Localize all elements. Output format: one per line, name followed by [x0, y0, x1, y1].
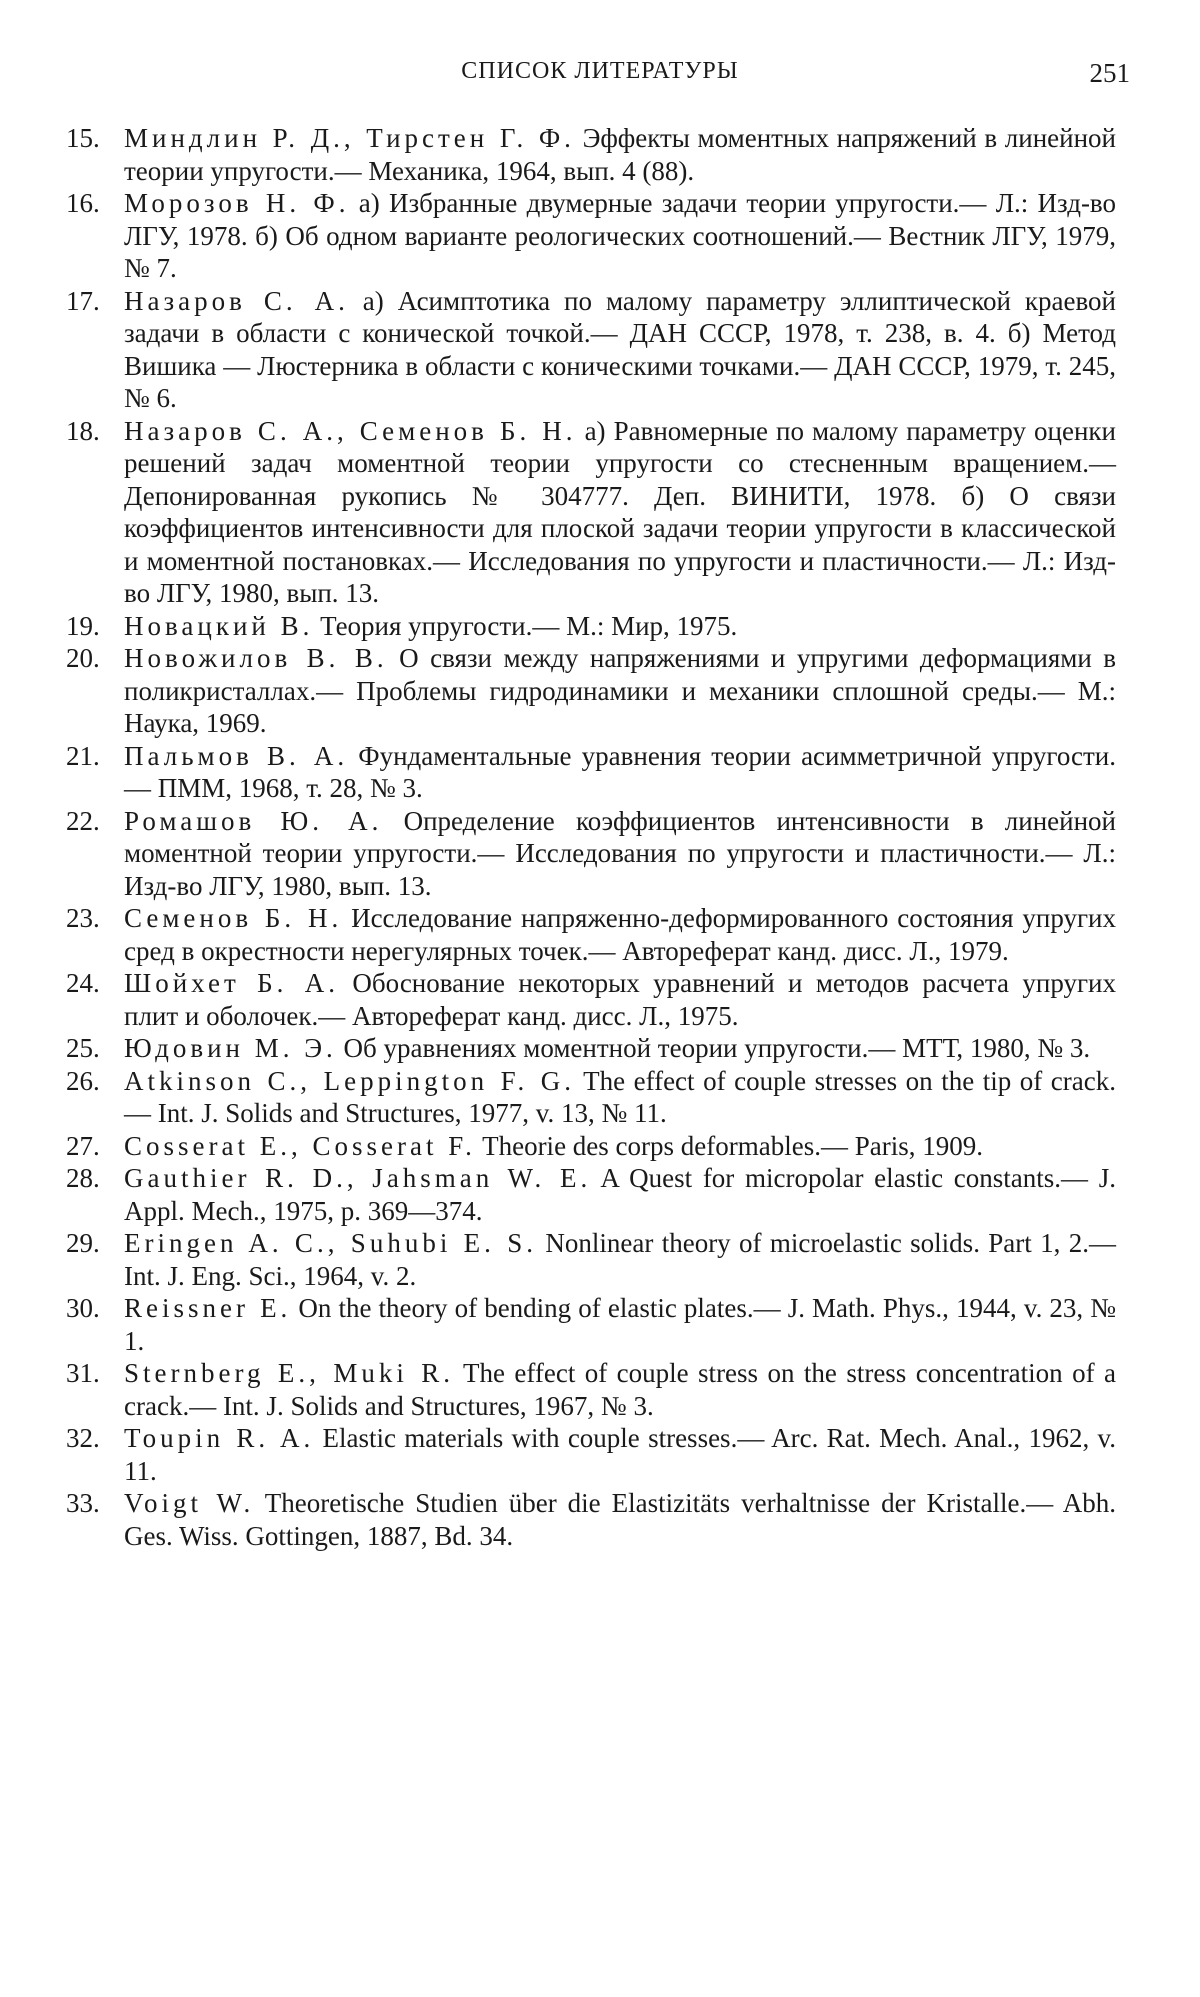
reference-author: Reissner E. — [124, 1293, 292, 1323]
reference-author: Voigt W. — [124, 1488, 255, 1518]
reference-item — [0, 642, 1200, 740]
reference-author: Gauthier R. D., Jahsman W. E. — [124, 1163, 592, 1193]
reference-number: 23. — [66, 903, 100, 933]
reference-item — [0, 967, 1200, 1032]
reference-author: Eringen A. C., Suhubi E. S. — [124, 1228, 538, 1258]
reference-item — [0, 740, 1200, 805]
reference-item — [0, 1292, 1200, 1357]
reference-number: 27. — [66, 1130, 100, 1161]
reference-item — [0, 1065, 1200, 1130]
reference-item — [0, 902, 1200, 967]
reference-number: 31. — [66, 1358, 100, 1388]
reference-author: Шойхет Б. А. — [124, 968, 340, 998]
reference-text: О связи между напряжениями и упругими деформациями в поликристаллах.— Проблемы гидродинамики и механики сплошной среды.— М.: Наука, 1969. — [124, 643, 1117, 738]
reference-text: а) Равномерные по малому параметру оценки решений задач моментной теории упругости со стесненным вращением.— Депонированная рукопись № 304777. Деп. ВИНИТИ, 1978. б) О связи коэффициентов интенсивности для плоской задачи теории упругости в классической и моментной постановках.— Исследования по упругости и пластичности.— Л.: Изд-во ЛГУ, 1980, вып. 13. — [124, 415, 1116, 608]
reference-author: Cosserat E., Cosserat F. — [124, 1130, 476, 1161]
reference-number: 28. — [66, 1163, 100, 1193]
reference-number: 21. — [66, 740, 100, 771]
reference-item — [0, 187, 1200, 285]
reference-item — [0, 1162, 1200, 1227]
reference-text: The effect of couple stresses on the tip of crack.— Int. J. Solids and Structures, 1977, v. 13, № 11. — [124, 1065, 1116, 1128]
reference-text: Исследование напряженно-деформированного состояния упругих сред в окрестности нерегулярных точек.— Автореферат канд. дисс. Л., 1979. — [124, 903, 1117, 966]
reference-item — [0, 1487, 1200, 1552]
reference-item — [0, 1357, 1200, 1422]
reference-text: а) Избранные двумерные задачи теории упругости.— Л.: Изд-во ЛГУ, 1978. б) Об одном варианте реологических соотношений.— Вестник ЛГУ, 1979, № 7. — [124, 188, 1116, 283]
reference-author: Ромашов Ю. А. — [124, 805, 383, 836]
reference-text: Теория упругости.— М.: Мир, 1975. — [320, 610, 738, 641]
reference-author: Миндлин Р. Д., Тирстен Г. Ф. — [124, 123, 575, 153]
reference-text: Elastic materials with couple stresses.— Arc. Rat. Mech. Anal., 1962, v. 11. — [124, 1423, 1116, 1486]
reference-item — [0, 1227, 1200, 1292]
reference-text: Фундаментальные уравнения теории асимметричной упругости.— ПММ, 1968, т. 28, № 3. — [124, 740, 1116, 803]
reference-list — [0, 122, 1200, 1552]
reference-number: 19. — [66, 610, 100, 641]
reference-number: 15. — [66, 123, 100, 153]
reference-number: 17. — [66, 285, 100, 316]
reference-number: 20. — [66, 643, 100, 673]
reference-number: 32. — [66, 1423, 100, 1453]
page-number: 251 — [1089, 58, 1130, 88]
reference-item — [0, 610, 1200, 643]
reference-item — [0, 1422, 1200, 1487]
reference-author: Морозов Н. Ф. — [124, 188, 350, 218]
reference-text: The effect of couple stress on the stress concentration of a crack.— Int. J. Solids and Structures, 1967, № 3. — [124, 1358, 1116, 1421]
reference-number: 16. — [66, 188, 100, 218]
reference-text: On the theory of bending of elastic plates.— J. Math. Phys., 1944, v. 23, № 1. — [124, 1293, 1116, 1356]
reference-author: Sternberg E., Muki R. — [124, 1358, 455, 1388]
reference-text: а) Асимптотика по малому параметру эллиптической краевой задачи в области с конической точкой.— ДАН СССР, 1978, т. 238, в. 4. б) Метод Вишика — Люстерника в области с коническими точками.— ДАН СССР, 1979, т. 245, № 6. — [124, 285, 1116, 413]
reference-author: Назаров С. А. — [124, 285, 349, 316]
reference-item — [0, 285, 1200, 415]
reference-text: A Quest for micropolar elastic constants.— J. Appl. Mech., 1975, p. 369—374. — [124, 1163, 1116, 1226]
reference-author: Семенов Б. Н. — [124, 903, 343, 933]
reference-text: Theoretische Studien über die Elastizitäts verhaltnisse der Kristalle.— Abh. Ges. Wiss. Gottingen, 1887, Bd. 34. — [124, 1488, 1116, 1551]
reference-author: Atkinson C., Leppington F. G. — [124, 1065, 576, 1096]
reference-item — [0, 415, 1200, 610]
reference-number: 29. — [66, 1228, 100, 1258]
reference-text: Эффекты моментных напряжений в линейной теории упругости.— Механика, 1964, вып. 4 (88). — [124, 123, 1116, 186]
reference-number: 18. — [66, 415, 100, 446]
reference-text: Обоснование некоторых уравнений и методов расчета упругих плит и оболочек.— Автореферат канд. дисс. Л., 1975. — [124, 968, 1116, 1031]
reference-author: Новожилов В. В. — [124, 643, 388, 673]
reference-number: 25. — [66, 1033, 100, 1063]
reference-number: 33. — [66, 1488, 100, 1518]
reference-item — [0, 122, 1200, 187]
reference-item — [0, 1032, 1200, 1065]
reference-text: Nonlinear theory of microelastic solids. Part 1, 2.— Int. J. Eng. Sci., 1964, v. 2. — [124, 1228, 1116, 1291]
reference-author: Назаров С. А., Семенов Б. Н. — [124, 415, 577, 446]
reference-text: Theorie des corps deformables.— Paris, 1909. — [482, 1130, 983, 1161]
reference-author: Пальмов В. А. — [124, 740, 349, 771]
reference-item — [0, 805, 1200, 903]
running-title: СПИСОК ЛИТЕРАТУРЫ — [461, 58, 739, 84]
reference-author: Юдовин М. Э. — [124, 1033, 337, 1063]
reference-item — [0, 1130, 1200, 1163]
reference-number: 30. — [66, 1293, 100, 1323]
reference-author: Toupin R. A. — [124, 1423, 315, 1453]
reference-text: Определение коэффициентов интенсивности в линейной моментной теории упругости.— Исследования по упругости и пластичности.— Л.: Изд-во ЛГУ, 1980, вып. 13. — [124, 805, 1116, 901]
reference-text: Об уравнениях моментной теории упругости.— МТТ, 1980, № 3. — [343, 1033, 1091, 1063]
reference-author: Новацкий В. — [124, 610, 314, 641]
page-header — [70, 58, 1130, 98]
reference-number: 22. — [66, 805, 100, 836]
reference-number: 24. — [66, 968, 100, 998]
reference-number: 26. — [66, 1065, 100, 1096]
